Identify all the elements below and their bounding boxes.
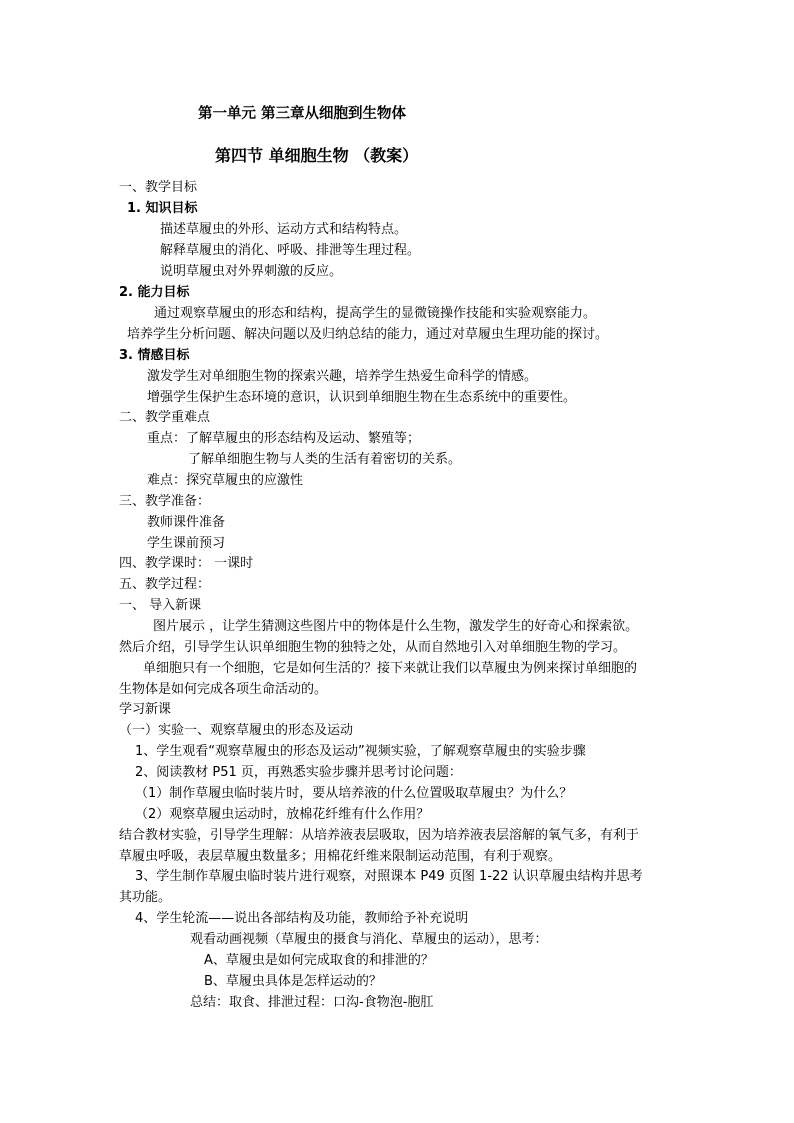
ability-goals-heading: 2. 能力目标 <box>119 285 190 300</box>
new-lesson-heading: 学习新课 <box>119 702 172 717</box>
intro-paragraph: 生物体是如何完成各项生命活动的。 <box>119 682 328 697</box>
experiment-step-2: 2、阅读教材 P51 页，再熟悉实验步骤并思考讨论问题： <box>135 765 462 780</box>
emotion-goals-heading: 3. 情感目标 <box>119 348 190 363</box>
student-preparation: 学生课前预习 <box>147 536 226 551</box>
experiment-step-1: 1、学生观看“观察草履虫的形态及运动”视频实验，了解观察草履虫的实验步骤 <box>135 744 586 759</box>
question-b: B、草履虫具体是怎样运动的？ <box>204 974 382 989</box>
experiment-1-heading: （一）实验一、观察草履虫的形态及运动 <box>119 723 354 738</box>
ability-goal-item: 通过观察草履虫的形态和结构，提高学生的显微镜操作技能和实验观察能力。 <box>154 306 597 321</box>
knowledge-goals-heading: 1. 知识目标 <box>127 201 198 216</box>
conclusion: 总结：取食、排泄过程：口沟-食物泡-胞肛 <box>190 995 434 1010</box>
emotion-goal-item: 激发学生对单细胞生物的探索兴趣，培养学生热爱生命科学的情感。 <box>147 369 538 384</box>
key-points-heading: 二、教学重难点 <box>119 410 211 425</box>
intro-heading: 一、 导入新课 <box>119 598 202 613</box>
experiment-step-4: 4、学生轮流——说出各部结构及功能，教师给予补充说明 <box>135 911 469 926</box>
unit-title: 第一单元 第三章从细胞到生物体 <box>198 106 407 122</box>
teacher-preparation: 教师课件准备 <box>147 515 226 530</box>
key-point-2: 了解单细胞生物与人类的生活有着密切的关系。 <box>188 452 462 467</box>
video-prompt: 观看动画视频（草履虫的摄食与消化、草履虫的运动），思考： <box>190 932 548 947</box>
ability-goal-item: 培养学生分析问题、解决问题以及归纳总结的能力，通过对草履虫生理功能的探讨。 <box>127 327 609 342</box>
lesson-title: 第四节 单细胞生物 （教案） <box>215 146 419 165</box>
knowledge-goal-item: 描述草履虫的外形、运动方式和结构特点。 <box>160 222 408 237</box>
goals-heading: 一、教学目标 <box>119 180 198 195</box>
question-1: （1）制作草履虫临时装片时，要从培养液的什么位置吸取草履虫？为什么？ <box>135 786 573 801</box>
process-heading: 五、教学过程： <box>119 577 211 592</box>
intro-paragraph: 然后介绍，引导学生认识单细胞生物的独特之处，从而自然地引入对单细胞生物的学习。 <box>119 640 627 655</box>
preparation-heading: 三、教学准备： <box>119 494 211 509</box>
hours-heading: 四、教学课时： 一课时 <box>119 556 254 571</box>
emotion-goal-item: 增强学生保护生态环境的意识，认识到单细胞生物在生态系统中的重要性。 <box>147 390 577 405</box>
knowledge-goal-item: 解释草履虫的消化、呼吸、排泄等生理过程。 <box>160 243 421 258</box>
summary-paragraph: 结合教材实验，引导学生理解：从培养液表层吸取，因为培养液表层溶解的氧气多，有利于 <box>119 828 640 843</box>
difficulty-point: 难点：探究草履虫的应激性 <box>147 473 304 488</box>
intro-paragraph: 单细胞只有一个细胞，它是如何生活的？接下来就让我们以草履虫为例来探讨单细胞的 <box>143 661 638 676</box>
knowledge-goal-item: 说明草履虫对外界刺激的反应。 <box>160 264 343 279</box>
experiment-step-3: 其功能。 <box>119 890 172 905</box>
question-a: A、草履虫是如何完成取食的和排泄的？ <box>204 953 434 968</box>
experiment-step-3: 3、学生制作草履虫临时装片进行观察，对照课本 P49 页图 1-22 认识草履虫结构并思考 <box>135 869 643 884</box>
key-point-1: 重点：了解草履虫的形态结构及运动、繁殖等； <box>147 431 421 446</box>
intro-paragraph: 图片展示 ，让学生猜测这些图片中的物体是什么生物，激发学生的好奇心和探索欲。 <box>153 619 639 634</box>
question-2: （2）观察草履虫运动时，放棉花纤维有什么作用？ <box>135 807 430 822</box>
summary-paragraph: 草履虫呼吸，表层草履虫数量多；用棉花纤维来限制运动范围，有利于观察。 <box>119 849 562 864</box>
